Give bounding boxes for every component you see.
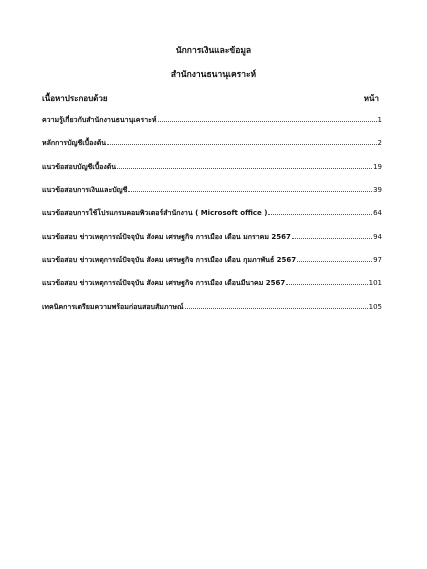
- toc-leader-dots: [107, 137, 377, 145]
- toc-leader-dots: [286, 277, 367, 285]
- toc-entry-label: หลักการบัญชีเบื้องต้น: [42, 139, 107, 147]
- toc-entry-page: 39: [373, 186, 382, 194]
- toc-entry-page: 2: [377, 139, 382, 147]
- toc-entry[interactable]: [42, 231, 382, 242]
- document-title: นักการเงินและข้อมูล: [175, 46, 252, 56]
- toc-entry-page: 105: [368, 303, 382, 311]
- toc-entry[interactable]: [42, 301, 382, 312]
- toc-leader-dots: [117, 161, 372, 169]
- toc-entry-page: 19: [373, 163, 382, 171]
- toc-leader-dots: [297, 254, 372, 262]
- toc-entry-label: ความรู้เกี่ยวกับสำนักงานธนานุเคราะห์: [42, 116, 157, 124]
- toc-leader-dots: [185, 301, 368, 309]
- toc-header-page: หน้า: [363, 94, 379, 103]
- toc-entry[interactable]: [42, 114, 382, 125]
- toc-leader-dots: [158, 114, 377, 122]
- toc-entry-page: 94: [373, 233, 382, 241]
- toc-entry-label: แนวข้อสอบ ข่าวเหตุการณ์ปัจจุบัน สังคม เศรษฐกิจ การเมือง เดือน กุมภาพันธ์ 2567: [42, 256, 297, 264]
- toc-entry[interactable]: [42, 207, 382, 218]
- toc-entry-label: แนวข้อสอบการใช้โปรแกรมคอมพิวเตอร์สำนักงาน ( Microsoft office ): [42, 209, 268, 217]
- toc-entry[interactable]: [42, 161, 382, 172]
- toc-entry-page: 64: [373, 209, 382, 217]
- toc-leader-dots: [268, 207, 372, 215]
- toc-entry[interactable]: [42, 277, 382, 288]
- toc-entry-page: 97: [373, 256, 382, 264]
- toc-leader-dots: [128, 184, 372, 192]
- toc-entry-label: แนวข้อสอบ ข่าวเหตุการณ์ปัจจุบัน สังคม เศรษฐกิจ การเมือง เดือนมีนาคม 2567: [42, 279, 286, 287]
- toc-header-contents: เนื้อหาประกอบด้วย: [42, 94, 108, 103]
- toc-entry[interactable]: [42, 254, 382, 265]
- toc-entry-label: แนวข้อสอบการเงินและบัญชี: [42, 186, 128, 194]
- toc-entry-page: 101: [368, 279, 382, 287]
- document-subtitle: สำนักงานธนานุเคราะห์: [170, 70, 257, 80]
- toc-entry[interactable]: [42, 137, 382, 148]
- toc-entry-label: เทคนิคการเตรียมความพร้อมก่อนสอบสัมภาษณ์: [42, 303, 184, 311]
- toc-entry-label: แนวข้อสอบบัญชีเบื้องต้น: [42, 163, 117, 171]
- toc-leader-dots: [292, 231, 372, 239]
- toc-entry-label: แนวข้อสอบ ข่าวเหตุการณ์ปัจจุบัน สังคม เศรษฐกิจ การเมือง เดือน มกราคม 2567: [42, 233, 291, 241]
- toc-entry[interactable]: [42, 184, 382, 195]
- toc-entry-page: 1: [377, 116, 382, 124]
